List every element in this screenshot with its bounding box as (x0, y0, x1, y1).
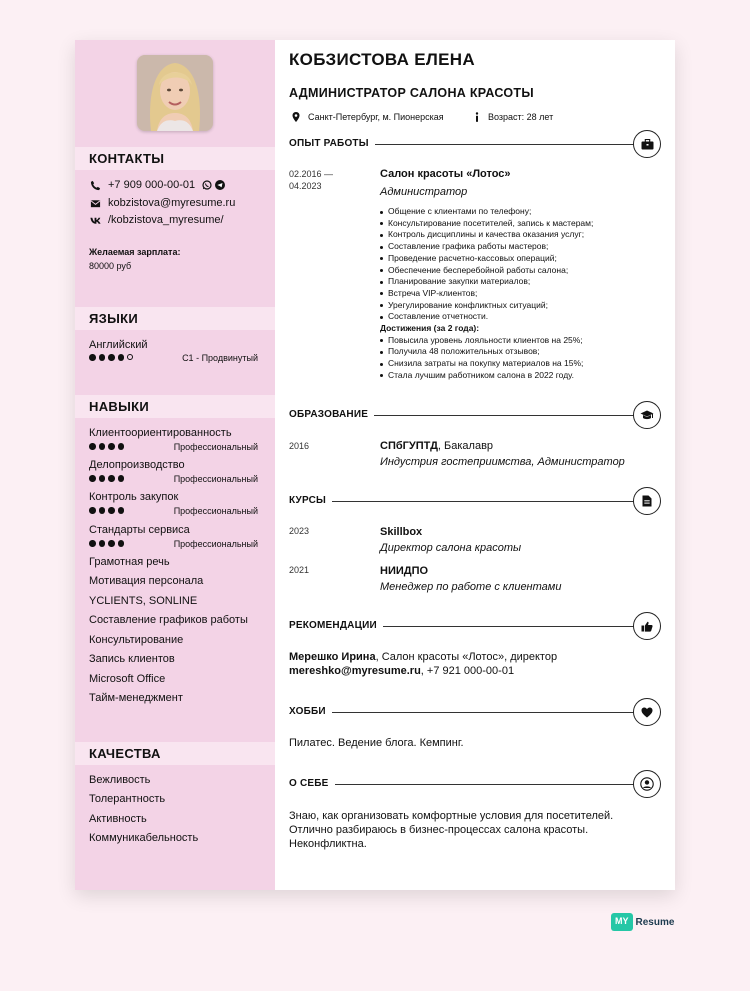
salary-label: Желаемая зарплата: (89, 247, 181, 257)
recommendation-line-1 (289, 651, 557, 663)
recommendations-header (289, 614, 661, 638)
rating-dot (89, 354, 96, 361)
education-entry (380, 440, 625, 468)
rating-dot (118, 475, 125, 482)
qualities-header (75, 742, 275, 765)
envelope-icon (90, 198, 101, 209)
telegram-icon (215, 180, 225, 190)
duties-list (380, 206, 670, 323)
age-block (474, 112, 553, 122)
list-item: Снизила затраты на покупку материалов на 15%; (380, 358, 670, 370)
vk-icon (90, 215, 101, 226)
skill-rating (89, 507, 124, 514)
rating-dot (89, 443, 96, 450)
course-entry (380, 526, 521, 554)
quality-item: Коммуникабельность (89, 832, 199, 844)
list-item: Встреча VIP-клиентов; (380, 288, 670, 300)
salary-value: 80000 руб (89, 261, 132, 271)
about-title: О СЕБЕ (289, 778, 335, 789)
skill-level: Профессиональный (173, 539, 258, 549)
achievements-title: Достижения (за 2 года): (380, 323, 480, 334)
courses-title: КУРСЫ (289, 495, 332, 506)
skill-level: Профессиональный (173, 506, 258, 516)
recommendations-title: РЕКОМЕНДАЦИИ (289, 620, 383, 631)
divider (289, 784, 635, 785)
about-text: Знаю, как организовать комфортные условия для посетителей. Отлично разбираюсь в бизнес-процессах салона красоты. Неконфликтна. (289, 810, 614, 850)
skill-item: Запись клиентов (89, 653, 175, 665)
quality-item: Активность (89, 813, 147, 825)
experience-entry (380, 168, 670, 382)
education-field: Индустрия гостеприимства, Администратор (380, 456, 625, 468)
phone-icon (90, 180, 101, 191)
location-block (292, 112, 444, 122)
hobby-text: Пилатес. Ведение блога. Кемпинг. (289, 737, 464, 749)
skill-name: Делопроизводство (89, 459, 185, 471)
qualities-title: КАЧЕСТВА (89, 746, 161, 761)
recommender-name: Мерешко Ирина (289, 651, 376, 663)
thumbs-up-icon (633, 612, 661, 640)
rating-dot (118, 443, 125, 450)
contact-vk[interactable] (90, 214, 224, 226)
rating-dot (99, 475, 106, 482)
contacts-title: КОНТАКТЫ (89, 151, 165, 166)
vk-text: /kobzistova_myresume/ (108, 214, 224, 226)
course-year: 2023 (289, 526, 310, 536)
profile-photo (137, 55, 213, 131)
skill-rating (89, 443, 124, 450)
education-degree-line (380, 440, 625, 452)
list-item: Урегулирование конфликтных ситуаций; (380, 300, 670, 312)
skill-rating (89, 540, 124, 547)
rating-dot (108, 354, 115, 361)
language-rating (89, 354, 133, 361)
divider (289, 712, 635, 713)
achievements-list (380, 335, 670, 382)
myresume-logo[interactable] (611, 913, 674, 931)
language-level: C1 - Продвинутый (182, 353, 258, 363)
course-name: Директор салона красоты (380, 542, 522, 554)
skill-level: Профессиональный (173, 442, 258, 452)
logo-my: MY (611, 913, 633, 931)
skill-level: Профессиональный (173, 474, 258, 484)
rating-dot (99, 354, 106, 361)
experience-date: 02.2016 — 04.2023 (289, 169, 334, 191)
rating-dot (108, 507, 115, 514)
rating-dot (108, 443, 115, 450)
education-year: 2016 (289, 441, 310, 451)
rating-dot (99, 540, 106, 547)
recommender-org: , Салон красоты «Лотос», директор (375, 651, 558, 663)
list-item: Составление графика работы мастеров; (380, 241, 670, 253)
rating-dot (89, 507, 96, 514)
languages-header (75, 307, 275, 330)
course-org: Skillbox (380, 526, 423, 538)
education-title: ОБРАЗОВАНИЕ (289, 409, 374, 420)
recommender-phone: , +7 921 000-00-01 (420, 665, 515, 677)
skill-item: Составление графиков работы (89, 614, 248, 626)
contact-email[interactable] (90, 197, 235, 209)
recommendation-line-2 (289, 665, 514, 677)
heart-icon (633, 698, 661, 726)
experience-role: Администратор (380, 186, 468, 198)
rating-dot (118, 354, 125, 361)
rating-dot (118, 507, 125, 514)
location-text: Санкт-Петербург, м. Пионерская (308, 112, 444, 122)
hobby-title: ХОББИ (289, 706, 332, 717)
list-item: Консультирование посетителей, запись к мастерам; (380, 218, 670, 230)
skill-item: Microsoft Office (89, 673, 166, 685)
rating-dot (99, 443, 106, 450)
person-name: КОБЗИСТОВА ЕЛЕНА (289, 50, 475, 69)
rating-dot-empty (127, 354, 133, 360)
rating-dot (108, 475, 115, 482)
briefcase-icon (633, 130, 661, 158)
list-item: Повысила уровень лояльности клиентов на 25%; (380, 335, 670, 347)
list-item: Контроль дисциплины и качества оказания услуг; (380, 229, 670, 241)
course-entry (380, 565, 561, 593)
list-item: Обеспечение бесперебойной работы салона; (380, 265, 670, 277)
skill-name: Контроль закупок (89, 491, 179, 503)
experience-company: Салон красоты «Лотос» (380, 168, 511, 180)
quality-item: Вежливость (89, 774, 151, 786)
document-icon (633, 487, 661, 515)
quality-item: Толерантность (89, 793, 166, 805)
languages-title: ЯЗЫКИ (89, 311, 138, 326)
experience-title: ОПЫТ РАБОТЫ (289, 138, 375, 149)
skill-item: Тайм-менеджмент (89, 692, 183, 704)
list-item: Получила 48 положительных отзывов; (380, 346, 670, 358)
list-item: Составление отчетности. (380, 311, 670, 323)
location-pin-icon (292, 112, 300, 122)
skill-rating (89, 475, 124, 482)
contacts-header (75, 147, 275, 170)
skill-name: Стандарты сервиса (89, 524, 190, 536)
rating-dot (118, 540, 125, 547)
skill-item: YCLIENTS, SONLINE (89, 595, 198, 607)
sidebar (75, 40, 275, 890)
skill-item: Мотивация персонала (89, 575, 204, 587)
graduation-cap-icon (633, 401, 661, 429)
rating-dot (108, 540, 115, 547)
skill-name: Клиентоориентированность (89, 427, 232, 439)
resume-sheet (75, 40, 675, 890)
language-name: Английский (89, 339, 148, 351)
phone-text: +7 909 000-00-01 (108, 179, 196, 191)
age-text: Возраст: 28 лет (488, 112, 554, 122)
contact-phone[interactable] (90, 179, 225, 191)
education-degree: , Бакалавр (437, 440, 494, 452)
courses-header (289, 489, 661, 513)
list-item: Планирование закупки материалов; (380, 276, 670, 288)
list-item: Стала лучшим работником салона в 2022 году. (380, 370, 670, 382)
info-icon (474, 112, 480, 122)
logo-resume: Resume (635, 916, 675, 928)
education-header (289, 403, 661, 427)
main-content (275, 40, 675, 890)
list-item: Проведение расчетно-кассовых операций; (380, 253, 670, 265)
experience-header (289, 132, 661, 156)
education-school: СПбГУПТД (380, 440, 438, 452)
hobby-header (289, 700, 661, 724)
person-position: АДМИНИСТРАТОР САЛОНА КРАСОТЫ (289, 86, 534, 100)
rating-dot (89, 475, 96, 482)
divider (289, 501, 635, 502)
skills-header (75, 395, 275, 418)
rating-dot (89, 540, 96, 547)
about-header (289, 772, 661, 796)
skill-item: Грамотная речь (89, 556, 170, 568)
email-text: kobzistova@myresume.ru (108, 197, 236, 209)
skill-item: Консультирование (89, 634, 184, 646)
whatsapp-icon (202, 180, 212, 190)
course-org: НИИДПО (380, 565, 429, 577)
list-item: Общение с клиентами по телефону; (380, 206, 670, 218)
salary-block (89, 247, 180, 271)
user-icon (633, 770, 661, 798)
course-year: 2021 (289, 565, 310, 575)
skills-title: НАВЫКИ (89, 399, 149, 414)
rating-dot (99, 507, 106, 514)
course-name: Менеджер по работе с клиентами (380, 581, 562, 593)
recommender-email[interactable]: mereshko@myresume.ru (289, 665, 421, 677)
